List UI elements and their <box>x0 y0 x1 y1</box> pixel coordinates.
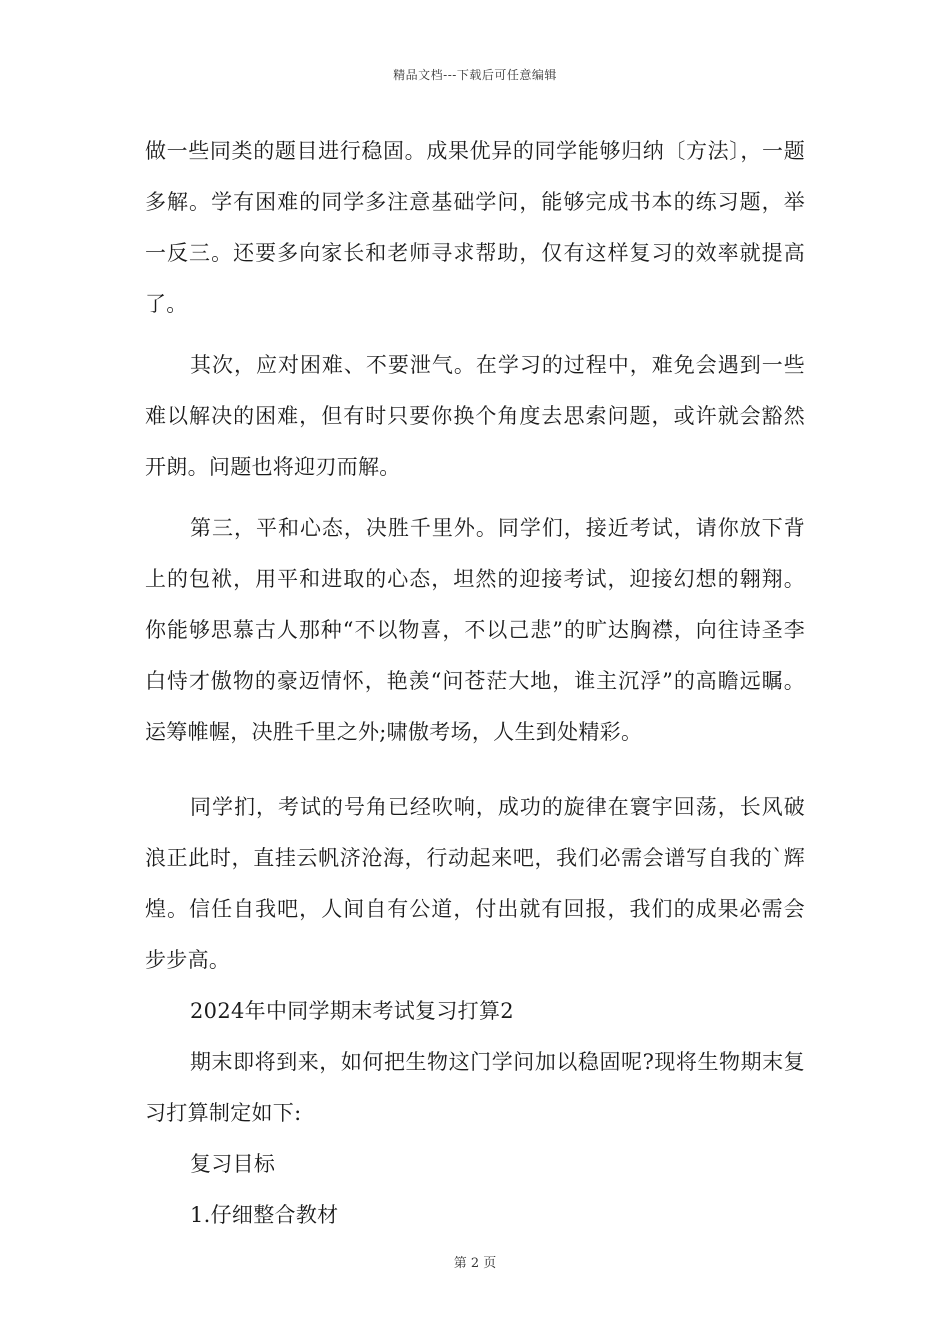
page-number: 第 2 页 <box>453 1256 497 1271</box>
subheading-review-goals: 复习目标 <box>190 1152 276 1176</box>
paragraph-continuation: 做一些同类的题目进行稳固。成果优异的同学能够归纳〔方法〕，一题多解。学有困难的同学多注意基础学问，能够完成书本的练习题，举一反三。还要多向家长和老师寻求帮助，仅有这样复习的效率就提高了。 <box>145 139 805 316</box>
page-header: 精品文档---下载后可任意编辑 <box>393 68 557 82</box>
paragraph-second-point: 其次，应对困难、不要泄气。在学习的过程中，难免会遇到一些难以解决的困难，但有时只要你换个角度去思索问题，或许就会豁然开朗。问题也将迎刃而解。 <box>145 353 805 479</box>
document-body <box>145 126 805 1241</box>
section-title: 2024年中同学期末考试复习打算2 <box>190 999 514 1023</box>
paragraph-intro: 期末即将到来，如何把生物这门学问加以稳固呢?现将生物期末复习打算制定如下: <box>145 1050 805 1125</box>
list-item-1: 1.仔细整合教材 <box>190 1203 339 1227</box>
paragraph-third-point: 第三，平和心态，决胜千里外。同学们，接近考试，请你放下背上的包袱，用平和进取的心态，坦然的迎接考试，迎接幻想的翱翔。你能够思慕古人那种“不以物喜，不以己悲”的旷达胸襟，向往诗圣李白恃才傲物的豪迈情怀，艳羡“问苍茫大地，谁主沉浮”的高瞻远瞩。运筹帷幄，决胜千里之外;啸傲考场，人生到处精彩。 <box>145 516 805 744</box>
paragraph-closing: 同学扪，考试的号角已经吹响，成功的旋律在寰宇回荡，长风破浪正此时，直挂云帆济沧海，行动起来吧，我们必需会谱写自我的`辉煌。信任自我吧，人间自有公道，付出就有回报，我们的成果必需会步步高。 <box>145 795 805 972</box>
